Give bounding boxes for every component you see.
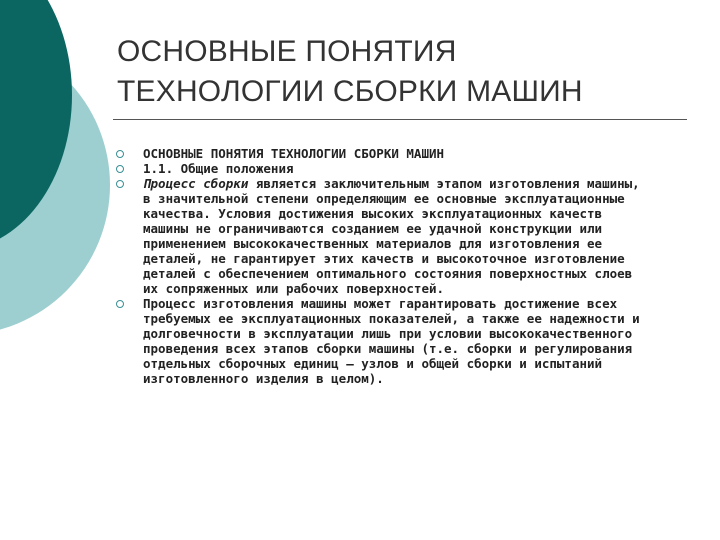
bullet-list bbox=[116, 146, 646, 386]
bullet-marker-icon bbox=[116, 300, 124, 308]
bullet-item bbox=[116, 146, 646, 161]
bullet-marker-icon bbox=[116, 180, 124, 188]
bullet-text: Процесс изготовления машины может гарантировать достижение всех требуемых ее эксплуатационных показателей, а также ее надежности и долговечности в эксплуатации лишь при условии высококачественного проведения всех этапов сборки машины (т.е. сборки и регулирования отдельных сборочных единиц – узлов и общей сборки и испытаний изготовленного изделия в целом). bbox=[143, 296, 640, 386]
title-divider bbox=[113, 119, 687, 120]
slide-title-line-1: ОСНОВНЫЕ ПОНЯТИЯ bbox=[117, 35, 457, 68]
bullet-item bbox=[116, 161, 646, 176]
bullet-marker-icon bbox=[116, 165, 124, 173]
bullet-text: ОСНОВНЫЕ ПОНЯТИЯ ТЕХНОЛОГИИ СБОРКИ МАШИН bbox=[143, 146, 445, 161]
bullet-text: является заключительным этапом изготовления машины, в значительной степени определяющим ее основные эксплуатационные качества. Условия достижения высоких эксплуатационных качеств машины не ограничиваются созданием ее удачной конструкции или применением высококачественных материалов для изготовления ее деталей, не гарантирует этих качеств и высокоточное изготовление деталей с обеспечением оптимального состояния поверхностных слоев их сопряженных или рабочих поверхностей. bbox=[143, 176, 640, 296]
slide-title-line-2: ТЕХНОЛОГИИ СБОРКИ МАШИН bbox=[117, 75, 583, 108]
bullet-emphasis: Процесс сборки bbox=[143, 176, 249, 191]
bullet-marker-icon bbox=[116, 150, 124, 158]
bullet-item bbox=[116, 176, 646, 296]
slide-title bbox=[117, 32, 707, 112]
bullet-text: 1.1. Общие положения bbox=[143, 161, 294, 176]
bullet-item bbox=[116, 296, 646, 386]
